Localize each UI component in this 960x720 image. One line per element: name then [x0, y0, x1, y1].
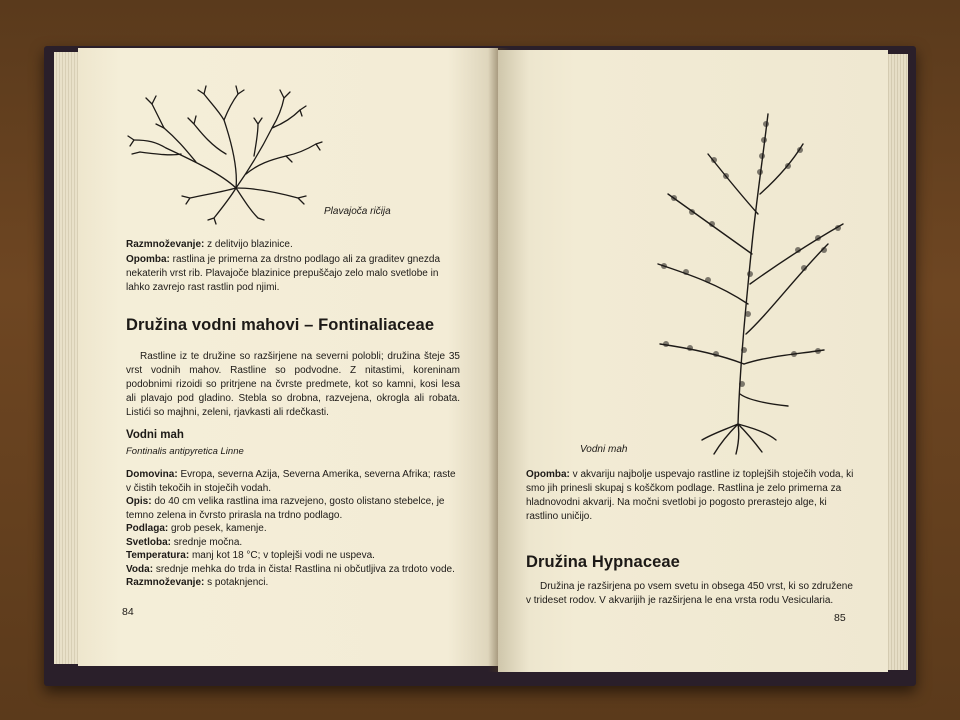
fact-temperature: Temperatura: manj kot 18 °C; v toplejši vodi ne uspeva. — [126, 550, 375, 561]
fact-description: Opis: do 40 cm velika rastlina ima razvejeno, gosto olistano stebelce, je temno zelena in čvrsto prirasla na trdno podlago. — [126, 496, 445, 521]
note-text: v akvariju najbolje uspevajo rastline iz toplejših stoječih voda, ki smo jih prinesli skupaj s koščkom podlage. Rastlina je zelo primerna za hladnovodni akvarij. Na močni svetlobi jo pogosto prerastejo alge, ki rastlino uničijo. — [526, 469, 854, 522]
species-name: Vodni mah — [126, 429, 184, 441]
right-page — [498, 50, 888, 672]
fontinalis-moss-illustration — [628, 104, 878, 454]
fact-substrate: Podlaga: grob pesek, kamenje. — [126, 523, 267, 534]
figure-caption: Vodni mah — [580, 444, 628, 455]
note-text: rastlina je primerna za drstno podlago ali za graditev gnezda nekaterih vrst rib. Plavajoče blazinice prepuščajo zelo malo svetlobe in lahko zavrejo rast rastlin pod njimi. — [126, 254, 441, 293]
riccia-illustration — [126, 84, 326, 224]
family-heading: Družina vodni mahovi – Fontinaliaceae — [126, 316, 435, 334]
propagation-paragraph — [126, 238, 456, 252]
figure-caption: Plavajoča ričija — [324, 206, 391, 217]
species-latin-name: Fontinalis antipyretica Linne — [126, 446, 244, 457]
family-heading: Družina Hypnaceae — [526, 553, 680, 571]
propagation-label: Razmnoževanje: — [126, 239, 205, 250]
note-paragraph — [126, 253, 460, 295]
fact-homeland: Domovina: Evropa, severna Azija, Severna Amerika, severna Afrika; raste v čistih tekočih in stoječih vodah. — [126, 469, 456, 494]
family-description: Rastline iz te družine so razširjene na severni polobli; družina šteje 35 vrst vodnih mahov. Rastline so podvodne. Z nitastimi, koreninam podobnimi rizoidi so pritrjene na čvrste predmete, kot so kamni, kosi lesa ali plavajo pod gladino. Stebla so drobna, razvejena, okrogla ali robata. Listići so majhni, zeleni, rjavkasti ali rdečkasti. — [126, 351, 460, 418]
left-page — [78, 48, 498, 666]
fact-propagation: Razmnoževanje: s potaknjenci. — [126, 577, 269, 588]
note-label: Opomba: — [526, 469, 570, 480]
note-paragraph — [526, 468, 856, 524]
propagation-text: z delitvijo blazinice. — [204, 239, 293, 250]
page-number: 84 — [122, 606, 134, 618]
species-facts — [126, 468, 460, 590]
page-number: 85 — [834, 612, 846, 624]
fact-water: Voda: srednje mehka do trda in čista! Rastlina ni občutljiva za trdoto vode. — [126, 563, 455, 575]
fact-light: Svetloba: srednje močna. — [126, 536, 243, 548]
family-description: Družina je razširjena po vsem svetu in obsega 450 vrst, ki so združene v trideset rodov. V akvarijih je razširjena le ena vrsta rodu Vesicularia. — [526, 581, 853, 606]
note-label: Opomba: — [126, 254, 170, 265]
